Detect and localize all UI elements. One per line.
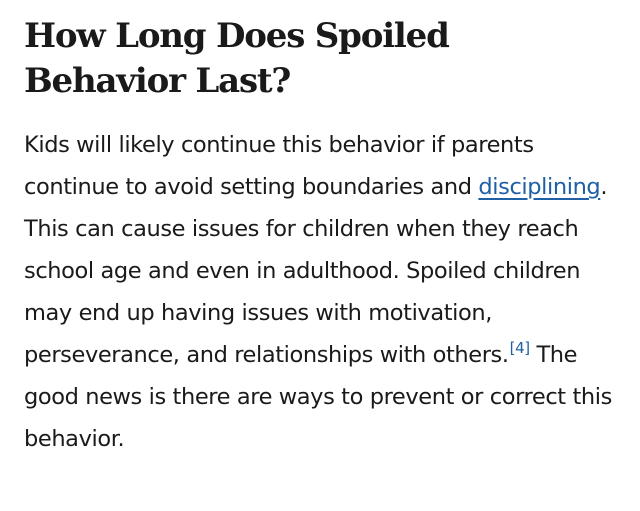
section-heading: How Long Does Spoiled Behavior Last? bbox=[24, 16, 449, 101]
body-paragraph bbox=[24, 124, 616, 460]
paragraph-text-start: Kids will likely continue this behavior if parents continue to avoid setting boundaries and bbox=[24, 132, 534, 200]
citation-link[interactable]: [4] bbox=[509, 339, 530, 357]
paragraph-text-end: The good news is there are ways to prevent or correct this behavior. bbox=[24, 342, 612, 452]
paragraph-text-middle: . This can cause issues for children when they reach school age and even in adulthood. Spoiled children may end up having issues with motivation, perseverance, and relationships with others. bbox=[24, 174, 608, 368]
disciplining-link[interactable]: disciplining bbox=[478, 174, 601, 200]
